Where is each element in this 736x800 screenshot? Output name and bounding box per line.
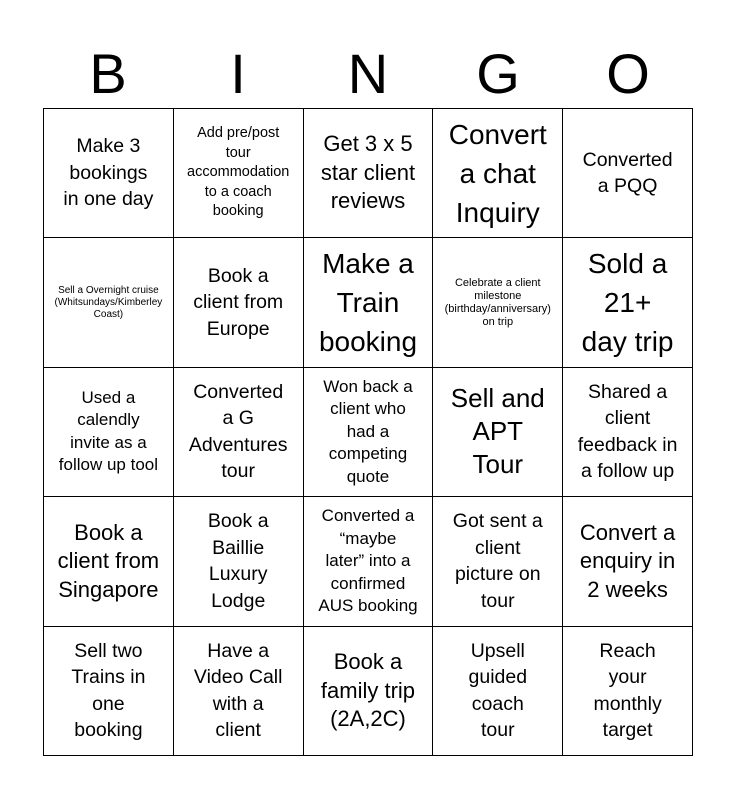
- bingo-cell[interactable]: [563, 238, 693, 367]
- cell-text: Book a family trip (2A,2C): [320, 649, 416, 732]
- bingo-cell[interactable]: [304, 238, 434, 367]
- bingo-cell[interactable]: [433, 238, 563, 367]
- cell-text: Make 3 bookings in one day: [63, 135, 154, 211]
- bingo-cell[interactable]: [433, 497, 563, 626]
- bingo-cell[interactable]: [563, 368, 693, 497]
- cell-text: Got sent a client picture on tour: [452, 510, 543, 612]
- cell-text: Make a Train booking: [318, 248, 418, 358]
- bingo-cell[interactable]: [304, 627, 434, 756]
- bingo-cell[interactable]: [174, 627, 304, 756]
- bingo-header: [43, 40, 693, 108]
- cell-text: Book a client from Singapore: [57, 519, 160, 602]
- bingo-cell[interactable]: [174, 497, 304, 626]
- bingo-cell[interactable]: [44, 238, 174, 367]
- bingo-cell[interactable]: [174, 368, 304, 497]
- cell-text: Sold a 21+ day trip: [581, 248, 674, 358]
- cell-text: Reach your monthly target: [593, 639, 662, 742]
- cell-text: Won back a client who had a competing quote: [323, 376, 413, 486]
- cell-text: Converted a PQQ: [582, 148, 673, 198]
- cell-text: Celebrate a client milestone (birthday/anniversary) on trip: [444, 276, 551, 328]
- bingo-cell[interactable]: [44, 497, 174, 626]
- cell-text: Shared a client feedback in a follow up: [577, 380, 678, 483]
- bingo-cell[interactable]: [563, 109, 693, 238]
- header-letter-o: O: [606, 42, 650, 105]
- cell-text: Add pre/post tour accommodation to a coach booking: [187, 125, 290, 220]
- cell-text: Sell two Trains in one booking: [71, 639, 146, 742]
- header-letter-i: I: [230, 42, 246, 105]
- bingo-cell[interactable]: [174, 109, 304, 238]
- cell-text: Book a client from Europe: [193, 264, 284, 340]
- header-letter-g: G: [476, 42, 520, 105]
- header-letter-b: B: [89, 42, 127, 105]
- bingo-cell[interactable]: [563, 497, 693, 626]
- bingo-cell[interactable]: [44, 368, 174, 497]
- cell-text: Used a calendly invite as a follow up tool: [58, 387, 159, 475]
- bingo-cell[interactable]: [44, 109, 174, 238]
- cell-text: Book a Baillie Luxury Lodge: [207, 510, 269, 612]
- cell-text: Upsell guided coach tour: [468, 639, 528, 742]
- bingo-cell[interactable]: [304, 368, 434, 497]
- header-letter-n: N: [347, 42, 389, 105]
- cell-text: Converted a “maybe later” into a confirmed AUS booking: [318, 506, 418, 616]
- bingo-cell[interactable]: [304, 109, 434, 238]
- cell-text: Sell a Overnight cruise (Whitsundays/Kimberley Coast): [54, 284, 163, 320]
- cell-text: Have a Video Call with a client: [193, 639, 283, 742]
- bingo-cell[interactable]: [433, 627, 563, 756]
- cell-text: Get 3 x 5 star client reviews: [320, 131, 416, 214]
- bingo-board: [43, 108, 693, 756]
- cell-text: Convert a enquiry in 2 weeks: [579, 519, 676, 602]
- bingo-cell[interactable]: [433, 368, 563, 497]
- cell-text: Converted a G Adventures tour: [188, 380, 288, 483]
- cell-text: Sell and APT Tour: [450, 383, 545, 480]
- bingo-cell[interactable]: [304, 497, 434, 626]
- cell-text: Convert a chat Inquiry: [448, 118, 547, 228]
- bingo-cell[interactable]: [174, 238, 304, 367]
- bingo-cell[interactable]: [44, 627, 174, 756]
- bingo-cell[interactable]: [433, 109, 563, 238]
- bingo-cell[interactable]: [563, 627, 693, 756]
